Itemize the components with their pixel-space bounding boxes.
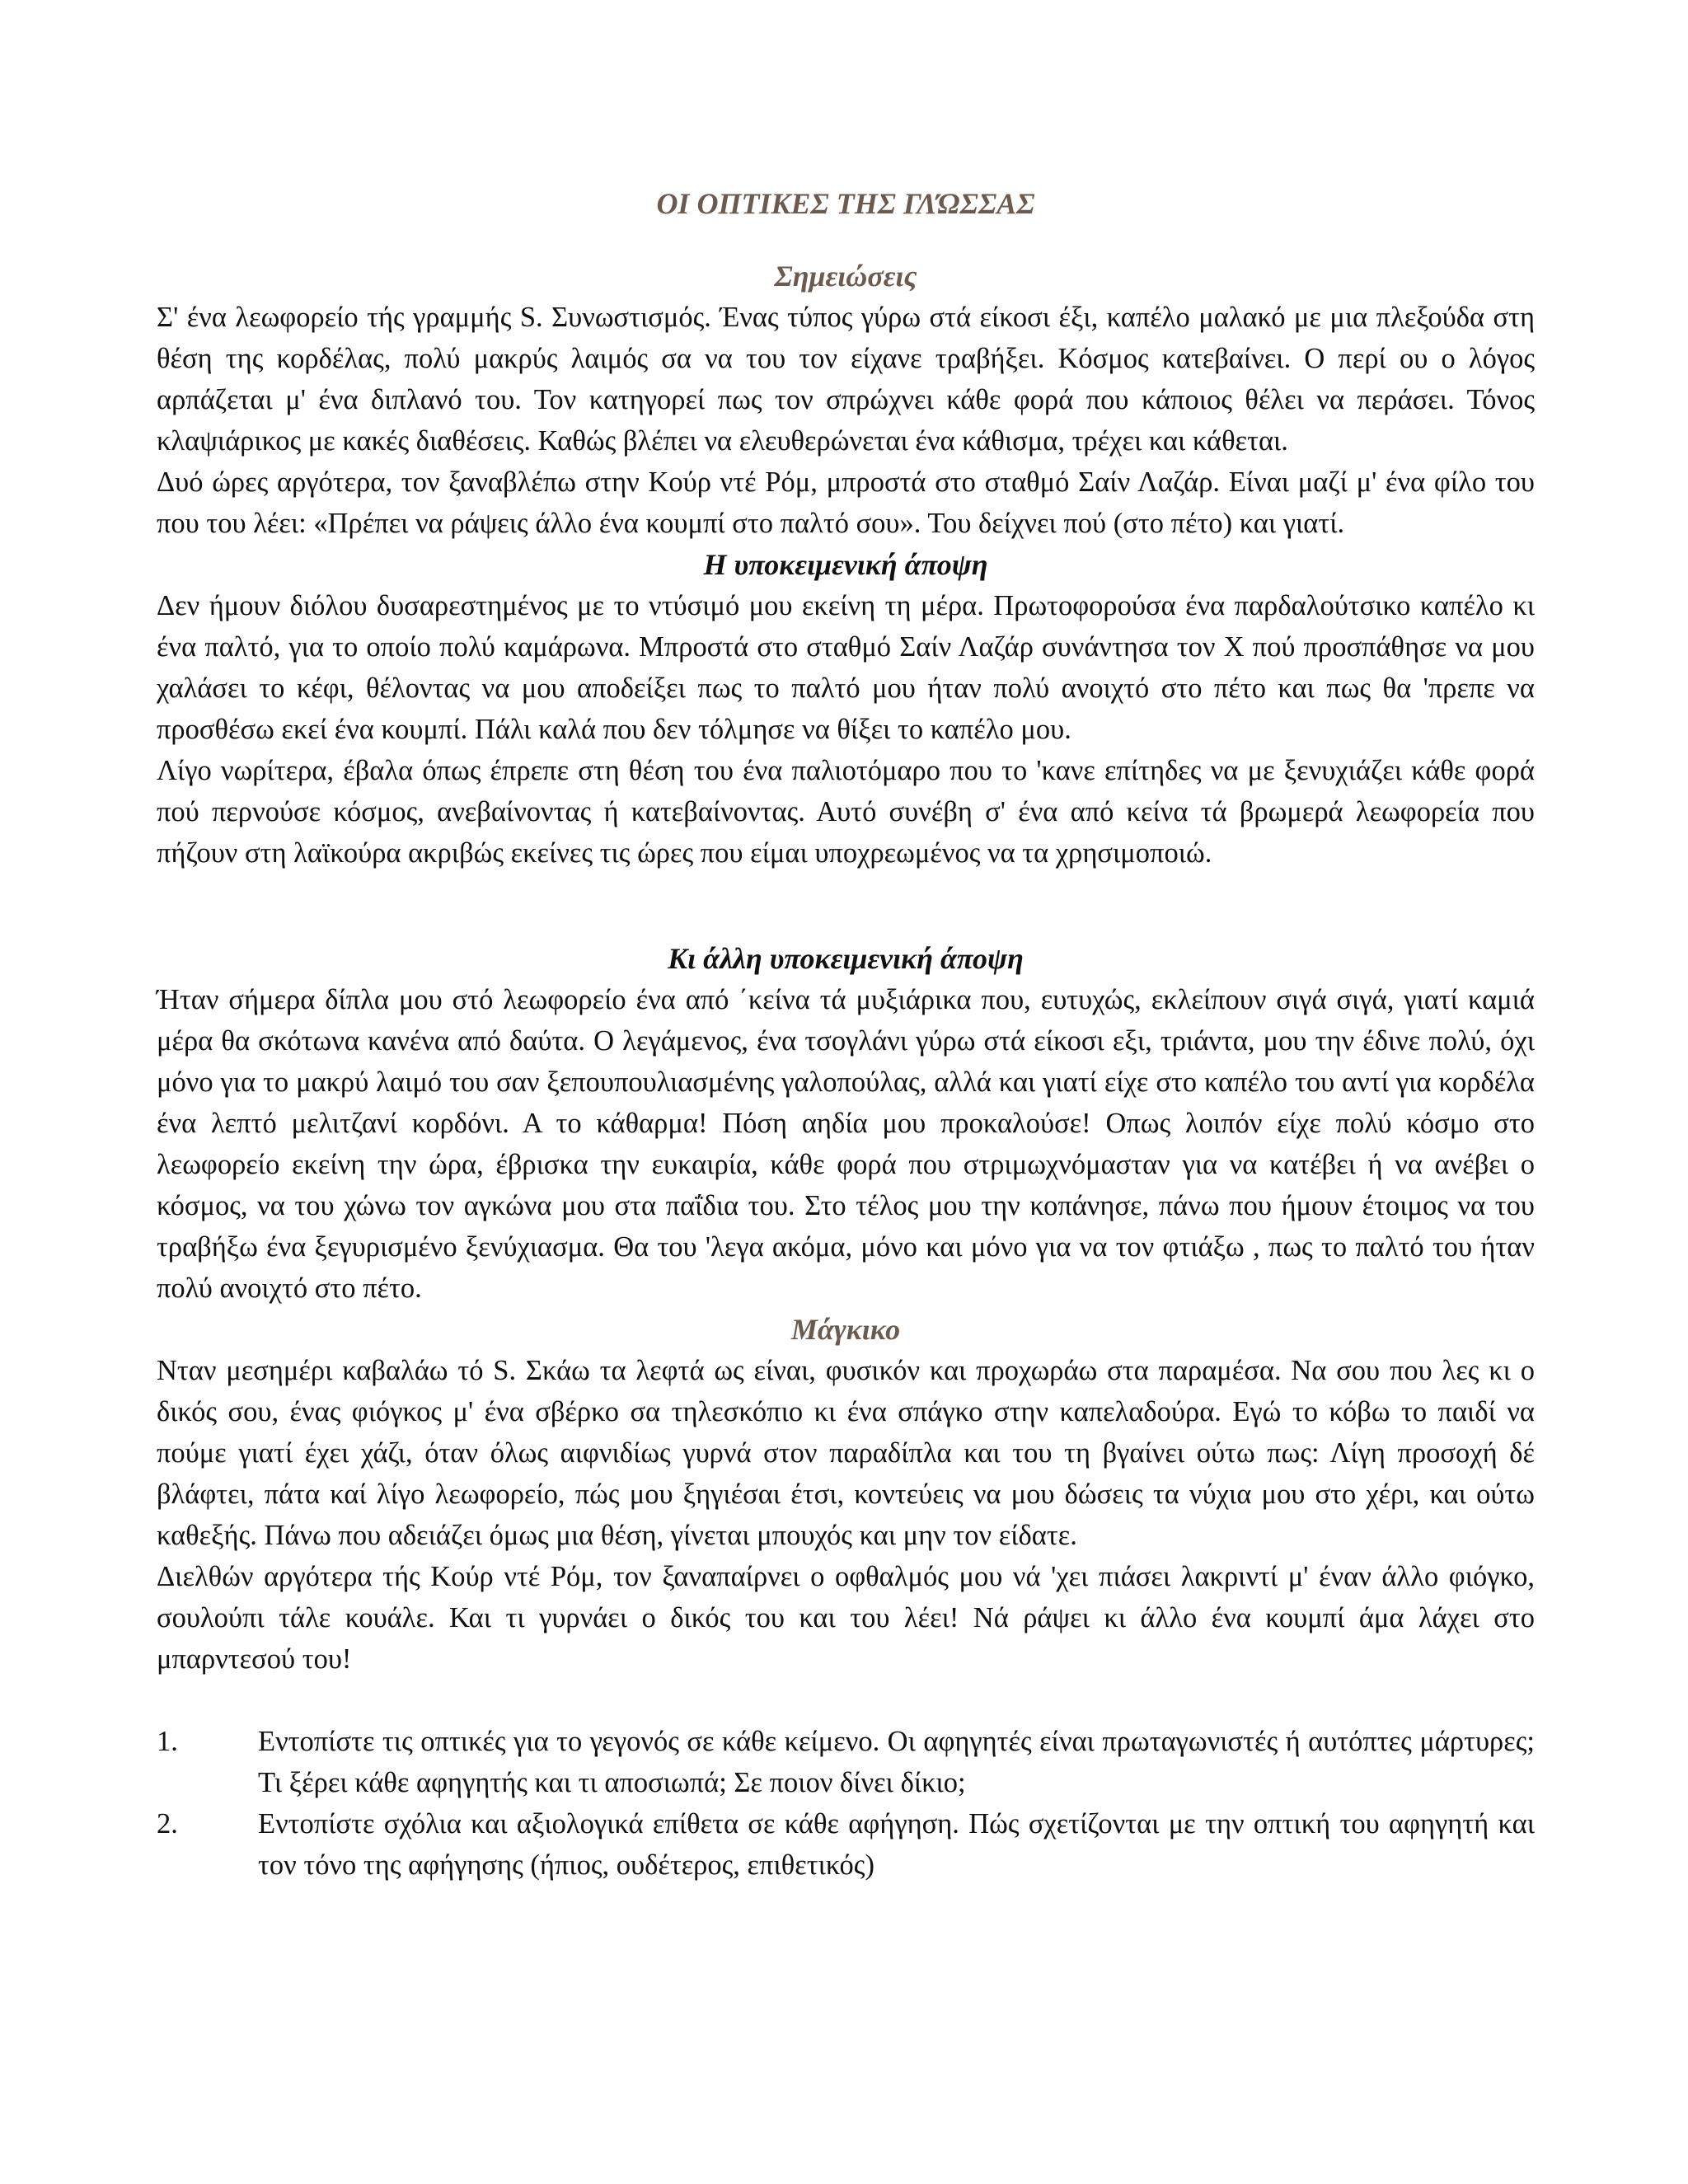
question-number: 1.	[157, 1726, 178, 1757]
document-title: ΟΙ ΟΠΤΙΚΕΣ ΤΗΣ ΓΛΏΣΣΑΣ	[656, 187, 1035, 220]
paragraph: Ήταν σήμερα δίπλα μου στό λεωφορείο ένα από ΄κείνα τά μυξιάρικα που, ευτυχώς, εκλείπουν σιγά σιγά, γιατί καμιά μέρα θα σκότωνα κανένα από δαύτα. Ο λεγάμενος, ένα τσογλάνι γύρω στά είκοσι εξι, τριάντα, μου την έδινε πολύ, όχι μόνο για το μακρύ λαιμό του σαν ξεπουπουλιασμένης γαλοπούλας, αλλά και γιατί είχε στο καπέλο του αντί για κορδέλα ένα λεπτό μελιτζανί κορδόνι. Α το κάθαρμα! Πόση αηδία μου προκαλούσε! Οπως λοιπόν είχε πολύ κόσμο στο λεωφορείο εκείνη την ώρα, έβρισκα την ευκαιρία, κάθε φορά που στριμωχνόμασταν για να κατέβει ή να ανέβει ο κόσμος, να του χώνω τον αγκώνα μου στα παΐδια του. Στο τέλος μου την κοπάνησε, πάνω που ήμουν έτοιμος να του τραβήξω ένα ξεγυρισμένο ξενύχιασμα. Θα του 'λεγα ακόμα, μόνο και μόνο για να τον φτιάξω , πως το παλτό του ήταν πολύ ανοιχτό στο πέτο.	[157, 984, 1535, 1304]
question-item	[157, 1721, 1535, 1803]
paragraph: Δεν ήμουν διόλου δυσαρεστημένος με το ντύσιμό μου εκείνη τη μέρα. Πρωτοφορούσα ένα παρδαλούτσικο καπέλο κι ένα παλτό, για το οποίο πολύ καμάρωνα. Μπροστά στο σταθμό Σαίν Λαζάρ συνάντησα τον Χ πού προσπάθησε να μου χαλάσει το κέφι, θέλοντας να μου αποδείξει πως το παλτό μου ήταν πολύ ανοιχτό στο πέτο και πως θα 'πρεπε να προσθέσω εκεί ένα κουμπί. Πάλι καλά που δεν τόλμησε να θίξει το καπέλο μου.	[157, 590, 1535, 745]
section-heading: Η υποκειμενική άποψη	[703, 548, 988, 581]
question-text: Εντοπίστε σχόλια και αξιολογικά επίθετα σε κάθε αφήγηση. Πώς σχετίζονται με την οπτική του αφηγητή και τον τόνο της αφήγησης (ήπιος, ουδέτερος, επιθετικός)	[258, 1808, 1535, 1881]
spacer	[157, 1680, 1535, 1721]
document-page	[157, 183, 1535, 1886]
paragraph: Διελθών αργότερα τής Κούρ ντέ Ρόμ, τον ξαναπαίρνει ο οφθαλμός μου νά 'χει πιάσει λακριντί μ' έναν άλλο φιόγκο, σουλούπι τάλε κουάλε. Και τι γυρνάει ο δικός του και του λέει! Νά ράψει κι άλλο ένα κουμπί άμα λάχει στο μπαρντεσού του!	[157, 1561, 1535, 1675]
questions-list	[157, 1721, 1535, 1886]
section-heading: Κι άλλη υποκειμενική άποψη	[668, 942, 1024, 975]
paragraph: Δυό ώρες αργότερα, τον ξαναβλέπω στην Κούρ ντέ Ρόμ, μπροστά στο σταθμό Σαίν Λαζάρ. Είναι μαζί μ' ένα φίλο του που του λέει: «Πρέπει να ράψεις άλλο ένα κουμπί στο παλτό σου». Του δείχνει πού (στο πέτο) και γιατί.	[157, 466, 1535, 539]
paragraph: Νταν μεσημέρι καβαλάω τό S. Σκάω τα λεφτά ως είναι, φυσικόν και προχωράω στα παραμέσα. Να σου που λες κι ο δικός σου, ένας φιόγκος μ' ένα σβέρκο σα τηλεσκόπιο κι ένα σπάγκο στην καπελαδούρα. Εγώ το κόβω το παιδί να πούμε γιατί έχει χάζι, όταν όλως αιφνιδίως γυρνά στον παραδίπλα και του τη βγαίνει ούτω πως: Λίγη προσοχή δέ βλάφτει, πάτα καί λίγο λεωφορείο, πώς μου ξηγιέσαι έτσι, κοντεύεις να μου δώσεις τα νύχια μου στο χέρι, και ούτω καθεξής. Πάνω που αδειάζει όμως μια θέση, γίνεται μπουχός και μην τον είδατε.	[157, 1355, 1535, 1551]
question-number: 2.	[157, 1808, 178, 1840]
section-notes	[157, 255, 1535, 544]
section-another-subjective-view	[157, 938, 1535, 1309]
question-text: Εντοπίστε τις οπτικές για το γεγονός σε κάθε κείμενο. Οι αφηγητές είναι πρωταγωνιστές ή αυτόπτες μάρτυρες; Τι ξέρει κάθε αφηγητής και τι αποσιωπά; Σε ποιον δίνει δίκιο;	[258, 1726, 1535, 1798]
section-subjective-view	[157, 544, 1535, 874]
paragraph: Λίγο νωρίτερα, έβαλα όπως έπρεπε στη θέση του ένα παλιοτόμαρο που το 'κανε επίτηδες να με ξενυχιάζει κάθε φορά πού περνούσε κόσμος, ανεβαίνοντας ή κατεβαίνοντας. Αυτό συνέβη σ' ένα από κείνα τά βρωμερά λεωφορεία που πήζουν στη λαϊκούρα ακριβώς εκείνες τις ώρες που είμαι υποχρεωμένος να τα χρησιμοποιώ.	[157, 755, 1535, 869]
paragraph: Σ' ένα λεωφορείο τής γραμμής S. Συνωστισμός. Ένας τύπος γύρω στά είκοσι έξι, καπέλο μαλακό με μια πλεξούδα στη θέση της κορδέλας, πολύ μακρύς λαιμός σα να του τον είχανε τραβήξει. Κόσμος κατεβαίνει. Ο περί ου ο λόγος αρπάζεται μ' ένα διπλανό του. Τον κατηγορεί πως τον σπρώχνει κάθε φορά που κάποιος θέλει να περάσει. Τόνος κλαψιάρικος με κακές διαθέσεις. Καθώς βλέπει να ελευθερώνεται ένα κάθισμα, τρέχει και κάθεται.	[157, 302, 1535, 457]
section-slang	[157, 1309, 1535, 1680]
section-heading: Μάγκικο	[790, 1313, 901, 1346]
question-item	[157, 1803, 1535, 1886]
spacer	[157, 874, 1535, 938]
section-heading: Σημειώσεις	[774, 260, 917, 293]
